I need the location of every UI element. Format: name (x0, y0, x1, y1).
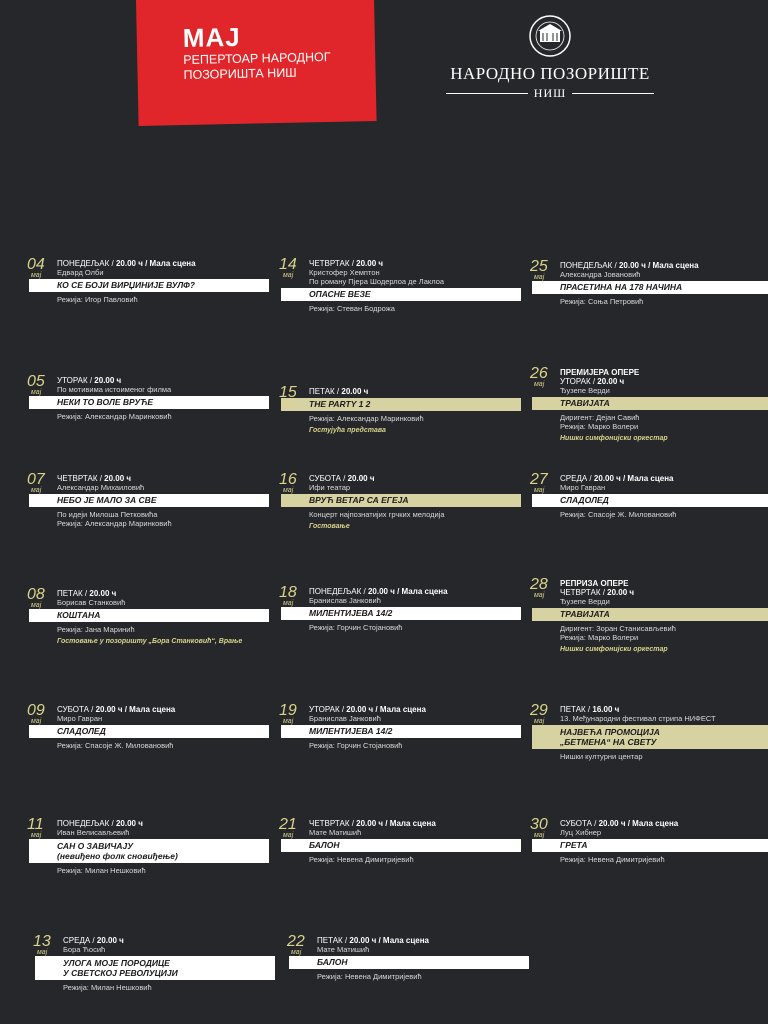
event-08 (27, 586, 277, 646)
event-time: 20.00 ч / Мала сцена (115, 259, 196, 268)
event-weekday: УТОРАК / (57, 376, 95, 385)
event-author: Бранислав Јанковић (309, 714, 381, 723)
month-banner (136, 0, 377, 126)
event-weekday: ПЕТАК / (560, 705, 593, 714)
event-author: Александар Михаиловић (57, 483, 145, 492)
event-weekday: ЧЕТВРТАК / (309, 819, 357, 828)
event-month: мај (283, 600, 294, 607)
event-time: 20.00 ч / Мала сцена (95, 705, 176, 714)
event-day: 09 (27, 702, 45, 719)
event-credit: Режија: Милан Нешковић (63, 983, 152, 992)
event-author: Миро Гавран (560, 483, 606, 492)
event-month: мај (37, 949, 48, 956)
event-month: мај (283, 832, 294, 839)
event-author: Иван Велисављевић (57, 828, 130, 837)
event-weekday-time (57, 376, 277, 385)
event-day: 07 (27, 471, 45, 488)
event-day: 18 (279, 584, 297, 601)
event-author: Бранислав Јанковић (309, 596, 381, 605)
event-day: 05 (27, 373, 45, 390)
event-title[interactable] (29, 609, 269, 622)
event-author: Луц Хибнер (560, 828, 602, 837)
event-day: 22 (287, 933, 305, 950)
event-time: 20.00 ч (607, 588, 635, 597)
event-22 (287, 933, 537, 981)
event-credit-2: Режија: Александар Маринковић (57, 519, 172, 528)
event-18 (279, 584, 529, 632)
event-28 (530, 576, 768, 654)
event-weekday: СУБОТА / (560, 819, 599, 828)
event-title-text: МИЛЕНТИЈЕВА 14/2 (309, 608, 393, 618)
event-weekday: ЧЕТВРТАК / (309, 259, 357, 268)
event-time: 20.00 ч (341, 387, 369, 396)
event-title[interactable] (281, 398, 521, 411)
event-title-text: НЕКИ ТО ВОЛЕ ВРУЋЕ (57, 397, 154, 407)
event-26 (530, 365, 768, 443)
event-month: мај (534, 592, 545, 599)
event-author: Мате Матишић (309, 828, 362, 837)
event-month: мај (534, 832, 545, 839)
event-author: Ђузепе Верди (560, 386, 610, 395)
event-title-text: БАЛОН (309, 840, 340, 850)
event-weekday: УТОРАК / (309, 705, 347, 714)
event-16 (279, 471, 529, 531)
event-title-text: НЕБО ЈЕ МАЛО ЗА СВЕ (57, 495, 157, 505)
event-29 (530, 702, 768, 761)
event-title-text: САН О ЗАВИЧАЈУ (57, 841, 134, 851)
event-time: 20.00 ч (115, 819, 143, 828)
event-weekday-time (309, 259, 529, 268)
event-09 (27, 702, 277, 750)
event-title-text-2: (невиђено фолк сновиђење) (57, 851, 178, 861)
event-time: 20.00 ч (94, 376, 122, 385)
event-title[interactable] (29, 494, 269, 507)
event-day: 11 (27, 816, 44, 833)
event-author: Ђузепе Верди (560, 597, 610, 606)
event-credit-2: Режија: Марко Волери (560, 422, 639, 431)
event-title[interactable] (532, 281, 768, 294)
event-title[interactable] (532, 608, 768, 621)
event-weekday-time (560, 377, 768, 386)
event-day: 14 (279, 256, 297, 273)
event-04 (27, 256, 277, 304)
event-title-text: СЛАДОЛЕД (57, 726, 106, 736)
event-day: 19 (279, 702, 297, 719)
event-month: мај (31, 832, 42, 839)
event-remark: Гостовање у позоришту „Бора Станковић“, Врање (57, 638, 243, 645)
divider (572, 93, 654, 94)
event-weekday: СУБОТА / (309, 474, 348, 483)
event-title[interactable] (289, 956, 529, 969)
event-credit: Режија: Стеван Бодрожа (309, 304, 395, 313)
event-credit: Режија: Јана Маринић (57, 625, 135, 634)
event-credit: Диригент: Дејан Савић (560, 413, 640, 422)
event-weekday-time (57, 705, 277, 714)
event-remark: Гостовање (309, 523, 350, 530)
event-weekday-time (317, 936, 537, 945)
event-title-text: СЛАДОЛЕД (560, 495, 609, 505)
event-author: Ифи театар (309, 483, 351, 492)
event-time: 20.00 ч (347, 474, 375, 483)
event-credit: Режија: Александар Маринковић (57, 412, 172, 421)
event-day: 26 (530, 365, 548, 382)
event-title[interactable] (532, 839, 768, 852)
event-credit: По идеји Милоша Петковића (57, 510, 158, 519)
event-credit: Режија: Игор Павловић (57, 295, 138, 304)
event-weekday: ЧЕТВРТАК / (57, 474, 105, 483)
event-weekday-time (309, 587, 529, 596)
event-title[interactable] (532, 397, 768, 410)
event-title-text: ТРАВИЈАТА (560, 609, 610, 619)
event-day: 16 (279, 471, 297, 488)
event-credit: Режија: Невена Димитријевић (317, 972, 422, 981)
event-day: 08 (27, 586, 45, 603)
event-time: 20.00 ч / Мала сцена (367, 587, 448, 596)
event-title[interactable] (281, 725, 521, 738)
event-author: По мотивима истоименог филма (57, 385, 172, 394)
event-11 (27, 816, 277, 875)
event-27 (530, 471, 768, 519)
event-title[interactable] (29, 725, 269, 738)
event-weekday-time (57, 259, 277, 268)
event-weekday: ПОНЕДЕЉАК / (560, 261, 619, 270)
event-title-text: THE PARTY 1 2 (309, 399, 371, 409)
event-pre-label: РЕПРИЗА ОПЕРЕ (560, 579, 629, 588)
event-weekday: СРЕДА / (63, 936, 97, 945)
event-21 (279, 816, 529, 864)
event-weekday-time (309, 705, 529, 714)
event-credit: Концерт најпознатијих грчких мелодија (309, 510, 445, 519)
event-05 (27, 373, 277, 421)
event-weekday: ПОНЕДЕЉАК / (309, 587, 368, 596)
event-title[interactable] (281, 494, 521, 507)
event-day: 13 (33, 933, 51, 950)
event-title-text: ТРАВИЈАТА (560, 398, 610, 408)
event-title[interactable] (281, 607, 521, 620)
event-title-text-2: У СВЕТСКОЈ РЕВОЛУЦИЈИ (63, 968, 178, 978)
logo-city: НИШ (533, 86, 567, 100)
event-day: 25 (530, 258, 548, 275)
event-month: мај (534, 487, 545, 494)
event-remark: Гостујућа представа (309, 427, 386, 434)
event-title[interactable] (29, 396, 269, 409)
event-title-text: ГРЕТА (560, 840, 588, 850)
event-weekday: СУБОТА / (57, 705, 96, 714)
event-weekday-time (560, 474, 768, 483)
event-weekday-time (560, 705, 768, 714)
event-month: мај (283, 718, 294, 725)
event-author: Кристофер Хемптон (309, 268, 380, 277)
event-title[interactable] (29, 279, 269, 292)
event-15 (279, 384, 529, 435)
event-month: мај (283, 487, 294, 494)
event-time: 20.00 ч / Мала сцена (346, 705, 426, 714)
event-weekday-time (309, 819, 529, 828)
event-title[interactable] (532, 725, 768, 749)
event-pre-label: ПРЕМИЈЕРА ОПЕРЕ (560, 368, 640, 377)
event-month: мај (291, 949, 302, 956)
event-25 (530, 258, 768, 306)
event-day: 28 (530, 576, 548, 593)
event-credit: Режија: Милан Нешковић (57, 866, 146, 875)
event-author: Мате Матишић (317, 945, 370, 954)
event-credit: Режија: Невена Димитријевић (560, 855, 665, 864)
event-author: Едвард Олби (57, 268, 104, 277)
event-13 (33, 933, 283, 992)
event-month: мај (534, 718, 545, 725)
event-day: 04 (27, 256, 45, 273)
event-credit: Режија: Спасоје Ж. Миловановић (560, 510, 677, 519)
event-time: 16.00 ч (592, 705, 620, 714)
event-weekday: СРЕДА / (560, 474, 594, 483)
event-remark: Нишки симфонијски оркестар (560, 646, 668, 653)
event-credit: Диригент: Зоран Станисављевић (560, 624, 676, 633)
event-author: Борисав Станковић (57, 598, 126, 607)
event-credit: Режија: Соња Петровић (560, 297, 644, 306)
event-time: 20.00 ч / Мала сцена (598, 819, 679, 828)
event-title-text: МИЛЕНТИЈЕВА 14/2 (309, 726, 393, 736)
event-credit: Режија: Невена Димитријевић (309, 855, 414, 864)
event-time: 20.00 ч / Мала сцена (356, 819, 436, 828)
event-time: 20.00 ч / Мала сцена (618, 261, 699, 270)
event-day: 15 (279, 384, 297, 401)
event-title-text: КО СЕ БОЈИ ВИРЏИНИЈЕ ВУЛФ? (57, 280, 195, 290)
event-time: 20.00 ч (96, 936, 124, 945)
event-credit: Режија: Александар Маринковић (309, 414, 424, 423)
event-weekday-time (560, 588, 768, 597)
theatre-logo (440, 14, 660, 104)
event-weekday: ПОНЕДЕЉАК / (57, 259, 116, 268)
event-month: мај (534, 381, 545, 388)
event-month: мај (534, 274, 545, 281)
event-author: Александра Јовановић (560, 270, 641, 279)
event-author: Миро Гавран (57, 714, 103, 723)
divider (446, 93, 528, 94)
event-weekday: ПЕТАК / (309, 387, 342, 396)
event-time: 20.00 ч (104, 474, 132, 483)
event-weekday: УТОРАК / (560, 377, 598, 386)
event-07 (27, 471, 277, 528)
event-title[interactable] (532, 494, 768, 507)
event-title-text: БАЛОН (317, 957, 348, 967)
event-weekday: ПЕТАК / (317, 936, 350, 945)
event-day: 27 (530, 471, 548, 488)
event-day: 30 (530, 816, 548, 833)
event-title-text-2: „БЕТМЕНА“ НА СВЕТУ (560, 737, 657, 747)
logo-name: НАРОДНО ПОЗОРИШТЕ (450, 64, 650, 83)
event-month: мај (31, 602, 42, 609)
event-title-text: ОПАСНЕ ВЕЗЕ (309, 289, 371, 299)
month-title: МАЈ (182, 21, 242, 54)
event-month: мај (31, 389, 42, 396)
event-weekday-time (560, 261, 768, 270)
event-month: мај (31, 272, 42, 279)
event-author: 13. Међународни фестивал стрипа НИФЕСТ (560, 714, 716, 723)
event-time: 20.00 ч (597, 377, 625, 386)
event-weekday: ПЕТАК / (57, 589, 90, 598)
event-19 (279, 702, 529, 750)
event-weekday-time (309, 474, 529, 483)
event-title-text: КОШТАНА (57, 610, 101, 620)
event-month: мај (31, 487, 42, 494)
event-14 (279, 256, 529, 313)
event-title[interactable] (29, 839, 269, 863)
event-title-text: НАЈВЕЋА ПРОМОЦИЈА (560, 727, 660, 737)
event-author: Бора Ћосић (63, 945, 106, 954)
event-credit: Режија: Горчин Стојановић (309, 741, 403, 750)
logo-city-row (440, 86, 660, 101)
event-weekday-time (309, 387, 529, 396)
event-title-text: ВРУЋ ВЕТАР СА ЕГЕЈА (309, 495, 409, 505)
event-title[interactable] (35, 956, 275, 980)
event-weekday-time (63, 936, 283, 945)
event-credit: Нишки културни центар (560, 752, 643, 761)
event-month: мај (283, 272, 294, 279)
event-credit: Режија: Спасоје Ж. Миловановић (57, 741, 174, 750)
event-weekday-time (560, 819, 768, 828)
theatre-seal-icon (518, 14, 582, 58)
event-title-text: ПРАСЕТИНА НА 178 НАЧИНА (560, 282, 683, 292)
event-day: 29 (530, 702, 548, 719)
banner-subtitle: РЕПЕРТОАР НАРОДНОГ ПОЗОРИШТА НИШ (183, 49, 331, 83)
event-weekday-time (57, 474, 277, 483)
event-time: 20.00 ч / Мала сцена (349, 936, 429, 945)
event-title[interactable] (281, 839, 521, 852)
event-time: 20.00 ч (89, 589, 117, 598)
event-title-text: УЛОГА МОЈЕ ПОРОДИЦЕ (63, 958, 170, 968)
event-weekday-time (57, 819, 277, 828)
event-remark: Нишки симфонијски оркестар (560, 435, 668, 442)
event-time: 20.00 ч (356, 259, 384, 268)
event-month: мај (31, 718, 42, 725)
event-time: 20.00 ч / Мала сцена (593, 474, 674, 483)
event-day: 21 (279, 816, 297, 833)
event-weekday: ПОНЕДЕЉАК / (57, 819, 116, 828)
event-source: По роману Пјера Шодерлоа де Лаклоа (309, 277, 445, 286)
event-weekday: ЧЕТВРТАК / (560, 588, 608, 597)
event-credit-2: Режија: Марко Волери (560, 633, 639, 642)
event-weekday-time (57, 589, 277, 598)
event-title[interactable] (281, 288, 521, 301)
event-30 (530, 816, 768, 864)
event-month: мај (283, 400, 294, 407)
event-credit: Режија: Горчин Стојановић (309, 623, 403, 632)
